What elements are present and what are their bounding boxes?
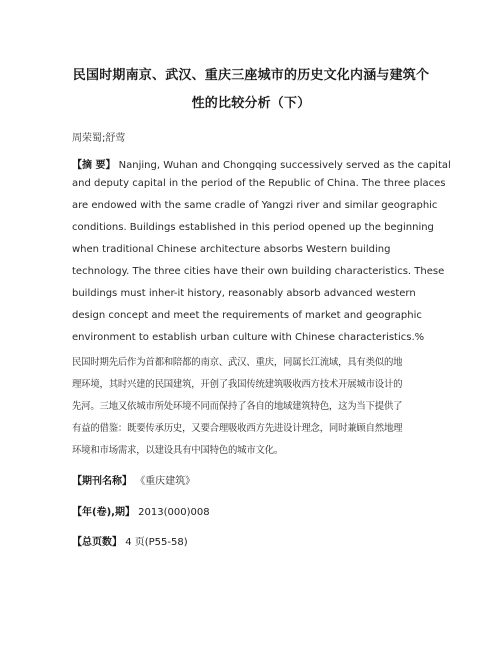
abstract-en-line: buildings must inher-it history, reasonably absorb advanced western: [72, 288, 416, 299]
abstract-en-line: when traditional Chinese architecture absorbs Western building: [72, 244, 391, 255]
abstract-cn-line: 民国时期先后作为首都和陪都的南京、武汉、重庆，同属长江流域，具有类似的地: [72, 357, 403, 368]
abstract-label: 【摘 要】: [72, 160, 116, 171]
abstract-line-1: [72, 156, 451, 171]
abstract-cn-line: 有益的借鉴：既要传承历史，又要合理吸收西方先进设计理念，同时兼顾自然地理: [72, 423, 403, 434]
abstract-cn-line: 先河。三地又依城市所处环境不同而保持了各自的地域建筑特色，这为当下提供了: [72, 401, 403, 412]
abstract-en-line: design concept and meet the requirements of market and geographic: [72, 310, 422, 321]
issue-value: 2013(000)008: [138, 507, 210, 518]
journal-name-label: 【期刊名称】: [72, 476, 132, 487]
abstract-en-line: conditions. Buildings established in this period opened up the beginning: [72, 222, 434, 233]
abstract-en-text: Nanjing, Wuhan and Chongqing successively served as the capital: [118, 160, 451, 171]
abstract-en-line: environment to establish urban culture with Chinese characteristics.%: [72, 332, 425, 343]
journal-name-row: [72, 472, 195, 487]
page-count-value: 4 页(P55-58): [125, 537, 188, 548]
issue-row: [72, 503, 210, 518]
authors: 周荣蜀;舒莺: [72, 133, 126, 144]
abstract-cn-line: 环境和市场需求，以建设具有中国特色的城市文化。: [72, 445, 284, 456]
page-count-label: 【总页数】: [72, 537, 122, 548]
issue-label: 【年(卷),期】: [72, 507, 135, 518]
abstract-cn-line: 理环境，其时兴建的民国建筑，开创了我国传统建筑吸收西方技术开展城市设计的: [72, 379, 403, 390]
abstract-en-line: and deputy capital in the period of the Republic of China. The three places: [72, 178, 446, 189]
abstract-en-line: are endowed with the same cradle of Yangzi river and similar geographic: [72, 200, 438, 211]
journal-name-value: 《重庆建筑》: [135, 476, 196, 487]
abstract-en-line: technology. The three cities have their own building characteristics. These: [72, 266, 445, 277]
document-title-line-2: 性的比较分析（下）: [191, 96, 311, 111]
document-title-line-1: 民国时期南京、武汉、重庆三座城市的历史文化内涵与建筑个: [72, 68, 430, 83]
page-count-row: [72, 533, 188, 548]
